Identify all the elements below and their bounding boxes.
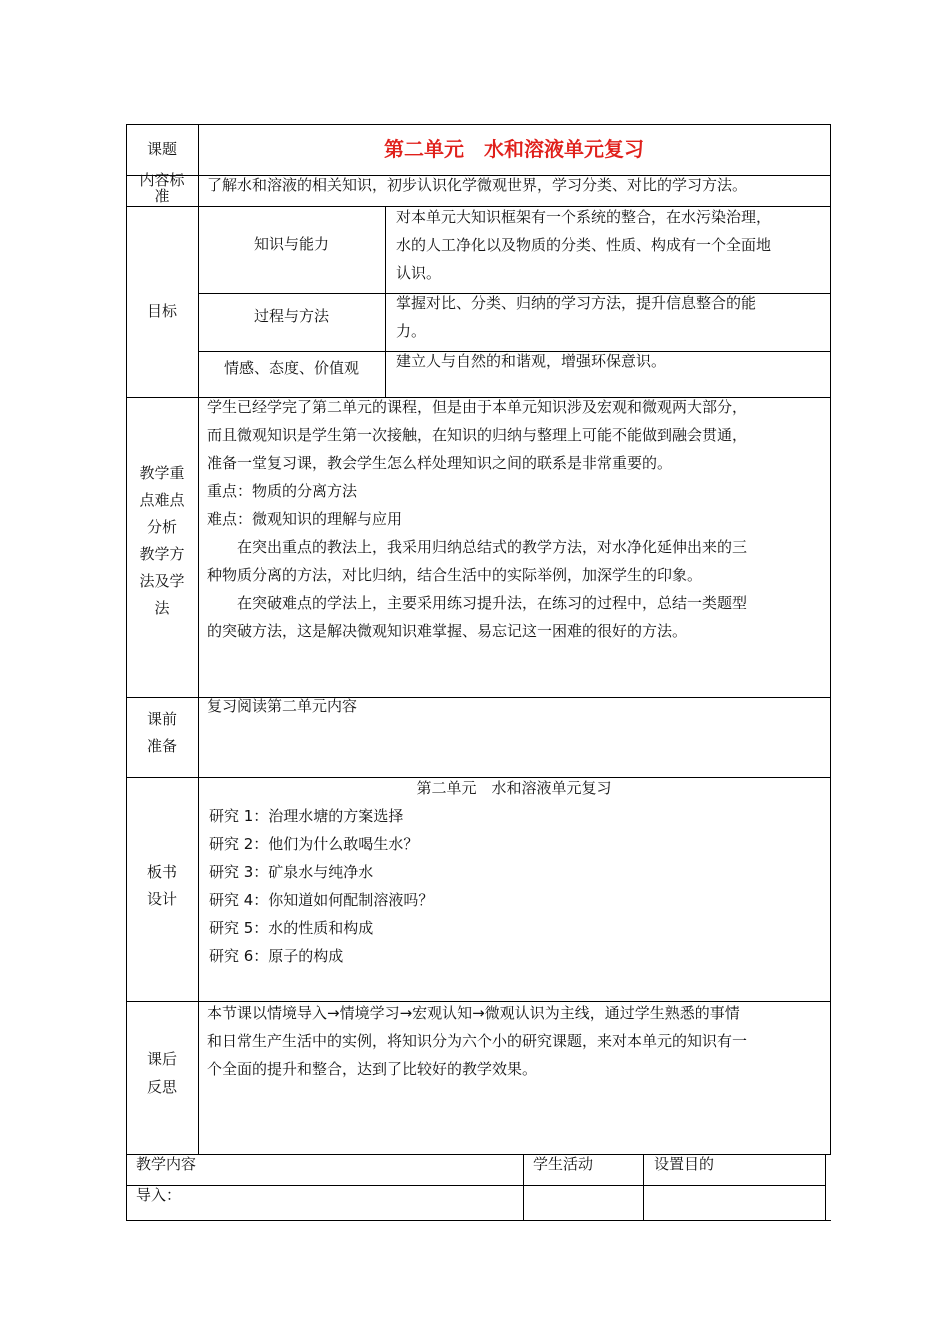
table2-column-divider [643, 1154, 644, 1220]
board-heading: 第二单元 水和溶液单元复习 [416, 779, 612, 797]
list-item: 研究 5：水的性质和构成 [209, 919, 374, 937]
label-column-divider [198, 124, 199, 1154]
row-divider [126, 1220, 831, 1221]
goal-column-divider [385, 206, 386, 397]
row-divider [126, 1154, 831, 1155]
goal-name-attitude: 情感、态度、价值观 [223, 359, 359, 377]
subject-label: 课题 [146, 140, 177, 158]
page-title: 第二单元 水和溶液单元复习 [384, 137, 644, 161]
table2-right-border [825, 1154, 826, 1220]
list-item: 研究 1：治理水塘的方案选择 [209, 807, 404, 825]
row-divider [126, 1185, 825, 1186]
list-item: 研究 6：原子的构成 [209, 947, 344, 965]
table2-header-content: 教学内容 [136, 1155, 197, 1173]
standard-content: 了解水和溶液的相关知识，初步认识化学微观世界，学习分类、对比的学习方法。 [207, 176, 748, 194]
list-item: 研究 2：他们为什么敢喝生水？ [209, 835, 419, 853]
table2-column-divider [523, 1154, 524, 1220]
list-item: 研究 4：你知道如何配制溶液吗？ [209, 891, 434, 909]
goal-name-process: 过程与方法 [253, 307, 329, 325]
goal-content-attitude: 建立人与自然的和谐观，增强环保意识。 [396, 352, 667, 370]
goal-name-knowledge: 知识与能力 [253, 235, 329, 253]
table2-header-purpose: 设置目的 [654, 1155, 715, 1173]
prep-content: 复习阅读第二单元内容 [207, 697, 358, 715]
table2-header-activity: 学生活动 [533, 1155, 594, 1173]
list-item: 研究 3：矿泉水与纯净水 [209, 863, 374, 881]
row-divider [126, 124, 831, 125]
table-right-border [830, 124, 831, 1154]
table2-row-intro: 导入： [136, 1186, 182, 1204]
goals-label: 目标 [146, 302, 177, 320]
